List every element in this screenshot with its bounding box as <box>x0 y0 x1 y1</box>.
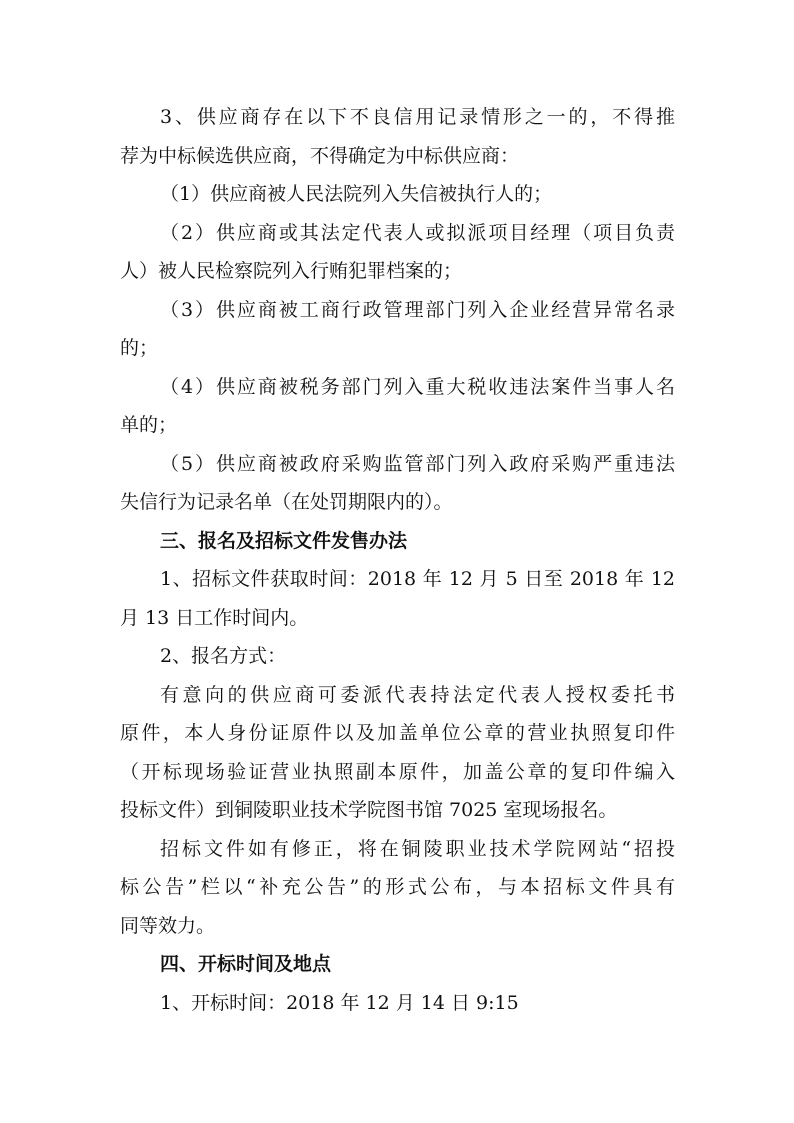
paragraph-line: 失信行为记录名单（在处罚期限内的）。 <box>120 491 453 513</box>
paragraph-line: （5）供应商被政府采购监管部门列入政府采购严重违法 <box>160 452 675 475</box>
paragraph-line: 月 13 日工作时间内。 <box>120 606 309 629</box>
paragraph-line: 3、供应商存在以下不良信用记录情形之一的，不得推 <box>160 106 675 128</box>
paragraph-line: 荐为中标候选供应商，不得确定为中标供应商： <box>120 144 520 167</box>
section-heading: 三、报名及招标文件发售办法 <box>160 529 408 552</box>
paragraph-line: 的； <box>120 337 159 359</box>
paragraph-line: 同等效力。 <box>120 914 216 937</box>
section-heading: 四、开标时间及地点 <box>160 953 332 975</box>
paragraph-line: （3）供应商被工商行政管理部门列入企业经营异常名录 <box>160 298 675 321</box>
paragraph-line: 2、报名方式： <box>160 645 287 667</box>
paragraph-line: （4）供应商被税务部门列入重大税收违法案件当事人名 <box>160 375 675 398</box>
paragraph-line: 人）被人民检察院列入行贿犯罪档案的； <box>120 260 463 282</box>
paragraph-line: （开标现场验证营业执照副本原件，加盖公章的复印件编入 <box>120 760 675 783</box>
paragraph-line: 标公告”栏以“补充公告”的形式公布，与本招标文件具有 <box>120 876 675 898</box>
paragraph-line: 单的； <box>120 414 178 436</box>
paragraph-line: 原件，本人身份证原件以及加盖单位公章的营业执照复印件 <box>120 722 675 744</box>
paragraph-line: （1）供应商被人民法院列入失信被执行人的； <box>160 183 553 205</box>
paragraph-line: 投标文件）到铜陵职业技术学院图书馆 7025 室现场报名。 <box>120 799 618 821</box>
paragraph-line: 招标文件如有修正，将在铜陵职业技术学院网站“招投 <box>160 837 675 860</box>
document-page <box>120 98 675 1022</box>
paragraph-line: 有意向的供应商可委派代表持法定代表人授权委托书 <box>160 683 675 706</box>
paragraph-line: 1、开标时间：2018 年 12 月 14 日 9:15 <box>160 991 519 1014</box>
paragraph-line: （2）供应商或其法定代表人或拟派项目经理（项目负责 <box>160 221 675 244</box>
paragraph-line: 1、招标文件获取时间：2018 年 12 月 5 日至 2018 年 12 <box>160 568 675 590</box>
